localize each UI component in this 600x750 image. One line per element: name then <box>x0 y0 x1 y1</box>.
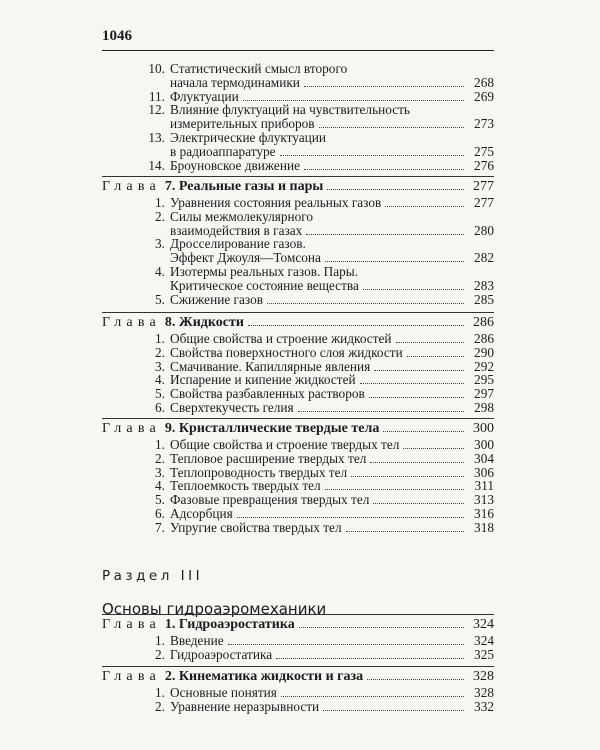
dot-leader <box>280 155 464 156</box>
entry-number: 6. <box>155 505 165 521</box>
entry-page: 283 <box>474 277 494 293</box>
chapter-7 <box>102 176 494 195</box>
toc-block-chapter1 <box>102 634 494 662</box>
chapter-9 <box>102 418 494 437</box>
chapter-word: Глава <box>102 421 161 436</box>
entry-page: 297 <box>474 386 494 402</box>
entry-page: 318 <box>474 519 494 535</box>
dot-leader <box>374 370 464 371</box>
entry-page: 282 <box>474 250 494 266</box>
toc-entry <box>102 401 494 415</box>
dot-leader <box>298 411 464 412</box>
entry-title: Силы межмолекулярного <box>170 208 314 224</box>
entry-title: взаимодействия в газах <box>170 222 303 238</box>
entry-number: 3. <box>155 358 165 374</box>
chapter-title: 8. Жидкости <box>164 315 244 330</box>
entry-number: 5. <box>155 386 165 402</box>
entry-number: 1. <box>155 195 165 210</box>
chapter-word: Глава <box>102 315 161 330</box>
entry-page: 325 <box>474 646 494 662</box>
entry-title: измерительных приборов <box>170 116 315 132</box>
toc-entry <box>102 265 494 293</box>
entry-page: 328 <box>474 685 494 700</box>
entry-page: 304 <box>474 450 494 466</box>
chapter-2 <box>102 666 494 685</box>
entry-title: Теплоемкость твердых тел <box>170 478 321 494</box>
dot-leader <box>327 189 464 190</box>
chapter-title: 9. Кристаллические твердые тела <box>164 421 380 436</box>
entry-number: 11. <box>148 88 165 104</box>
entry-title: Электрические флуктуации <box>170 129 326 145</box>
dot-leader <box>396 342 464 343</box>
chapter-page: 277 <box>473 179 494 194</box>
toc-entry <box>102 466 494 480</box>
dot-leader <box>304 169 464 170</box>
entry-title: Флуктуации <box>170 88 239 104</box>
entry-title: Гидроаэростатика <box>170 646 273 662</box>
entry-number: 2. <box>155 646 165 662</box>
toc-entry <box>102 131 494 159</box>
dot-leader <box>373 503 464 504</box>
entry-page: 285 <box>474 291 494 307</box>
page-number: 1046 <box>102 28 132 44</box>
dot-leader <box>385 206 464 207</box>
section-title: Основы гидроаэромеханики <box>102 600 327 618</box>
entry-title: Дросселирование газов. <box>170 236 306 252</box>
entry-title: Статистический смысл второго <box>170 61 348 76</box>
toc-entry <box>102 452 494 466</box>
dot-leader <box>267 303 464 304</box>
entry-number: 2. <box>155 208 165 224</box>
entry-number: 4. <box>155 372 165 388</box>
chapter-word: Глава <box>102 617 161 632</box>
dot-leader <box>351 476 464 477</box>
entry-page: 300 <box>474 437 494 452</box>
entry-number: 2. <box>155 698 165 714</box>
dot-leader <box>407 356 464 357</box>
toc-entry <box>102 346 494 360</box>
dot-leader <box>306 234 464 235</box>
toc-entry <box>102 360 494 374</box>
toc-entry <box>102 293 494 307</box>
toc-block-chapter2 <box>102 686 494 714</box>
chapter-1 <box>102 614 494 633</box>
entry-number: 3. <box>155 236 165 252</box>
entry-page: 268 <box>474 74 494 90</box>
toc-entry <box>102 493 494 507</box>
toc-entry <box>102 103 494 131</box>
toc-entry <box>102 62 494 90</box>
chapter-title: 2. Кинематика жидкости и газа <box>164 669 364 684</box>
toc-entry <box>102 210 494 238</box>
entry-page: 295 <box>474 372 494 388</box>
chapter-rule <box>102 666 494 667</box>
toc-entry <box>102 634 494 648</box>
chapter-8 <box>102 312 494 331</box>
dot-leader <box>299 627 464 628</box>
dot-leader <box>383 431 464 432</box>
entry-title: Теплопроводность твердых тел <box>170 464 348 480</box>
entry-number: 1. <box>155 633 165 648</box>
entry-title: Эффект Джоуля—Томсона <box>170 250 321 266</box>
entry-page: 298 <box>474 399 494 415</box>
entry-title: Общие свойства и строение жидкостей <box>170 331 392 346</box>
dot-leader <box>360 383 464 384</box>
toc-entry <box>102 686 494 700</box>
dot-leader <box>248 325 464 326</box>
entry-number: 3. <box>155 464 165 480</box>
entry-page: 286 <box>474 331 494 346</box>
entry-title: Критическое состояние вещества <box>170 277 359 293</box>
chapter-rule <box>102 312 494 313</box>
dot-leader <box>228 644 464 645</box>
toc-entry <box>102 90 494 104</box>
toc-entry <box>102 159 494 173</box>
dot-leader <box>346 531 464 532</box>
chapter-page: 324 <box>473 617 494 632</box>
entry-page: 306 <box>474 464 494 480</box>
dot-leader <box>304 86 464 87</box>
dot-leader <box>370 462 464 463</box>
entry-page: 273 <box>474 116 494 132</box>
toc-block-chapter9 <box>102 438 494 535</box>
entry-page: 313 <box>474 492 494 508</box>
entry-title: Свойства разбавленных растворов <box>170 386 365 402</box>
chapter-rule <box>102 418 494 419</box>
entry-page: 277 <box>474 195 494 210</box>
entry-number: 4. <box>155 263 165 279</box>
entry-title: Смачивание. Капиллярные явления <box>170 358 371 374</box>
toc-entry <box>102 700 494 714</box>
entry-title: Сжижение газов <box>170 291 264 307</box>
entry-page: 290 <box>474 344 494 360</box>
entry-page: 292 <box>474 358 494 374</box>
toc-entry <box>102 237 494 265</box>
entry-number: 1. <box>155 331 165 346</box>
entry-page: 324 <box>474 633 494 648</box>
entry-title: Свойства поверхностного слоя жидкости <box>170 344 403 360</box>
entry-number: 1. <box>155 437 165 452</box>
entry-number: 14. <box>148 157 165 173</box>
entry-title: Тепловое расширение твердых тел <box>170 450 367 466</box>
entry-page: 316 <box>474 505 494 521</box>
chapter-title: 1. Гидроаэростатика <box>164 617 295 632</box>
entry-page: 269 <box>474 88 494 104</box>
entry-title: Введение <box>170 633 224 648</box>
entry-title: в радиоаппаратуре <box>170 143 276 159</box>
entry-page: 332 <box>474 698 494 714</box>
entry-title: Упругие свойства твердых тел <box>170 519 342 535</box>
chapter-title: 7. Реальные газы и пары <box>164 179 324 194</box>
toc-entry <box>102 438 494 452</box>
entry-number: 5. <box>155 492 165 508</box>
header-rule <box>102 50 494 51</box>
entry-title: Сверхтекучесть гелия <box>170 399 294 415</box>
entry-number: 13. <box>148 129 165 145</box>
toc-entry <box>102 521 494 535</box>
toc-entry <box>102 196 494 210</box>
entry-number: 7. <box>155 519 165 535</box>
toc-block-chapter8 <box>102 332 494 415</box>
toc-entry <box>102 507 494 521</box>
toc-entry <box>102 332 494 346</box>
dot-leader <box>325 261 464 262</box>
dot-leader <box>367 679 464 680</box>
dot-leader <box>369 397 464 398</box>
entry-title: Фазовые превращения твердых тел <box>170 492 370 508</box>
entry-title: Адсорбция <box>170 505 233 521</box>
chapter-word: Глава <box>102 669 161 684</box>
dot-leader <box>281 696 464 697</box>
entry-page: 280 <box>474 222 494 238</box>
dot-leader <box>243 100 464 101</box>
toc-entry <box>102 373 494 387</box>
dot-leader <box>403 448 464 449</box>
entry-title: Уравнения состояния реальных газов <box>170 195 382 210</box>
entry-title: Основные понятия <box>170 685 277 700</box>
chapter-page: 328 <box>473 669 494 684</box>
entry-title: Влияние флуктуаций на чувствительность <box>170 102 410 118</box>
entry-number: 6. <box>155 399 165 415</box>
entry-number: 10. <box>148 61 165 76</box>
entry-title: Броуновское движение <box>170 157 300 173</box>
dot-leader <box>363 289 464 290</box>
toc-entry <box>102 479 494 493</box>
entry-page: 276 <box>474 157 494 173</box>
chapter-page: 286 <box>473 315 494 330</box>
toc-entry <box>102 648 494 662</box>
entry-number: 1. <box>155 685 165 700</box>
section-label: Раздел III <box>102 568 204 584</box>
entry-number: 2. <box>155 344 165 360</box>
entry-title: Испарение и кипение жидкостей <box>170 372 356 388</box>
chapter-page: 300 <box>473 421 494 436</box>
toc-entry <box>102 387 494 401</box>
dot-leader <box>276 658 464 659</box>
entry-number: 12. <box>148 102 165 118</box>
entry-title: Уравнение неразрывности <box>170 698 320 714</box>
dot-leader <box>323 710 464 711</box>
dot-leader <box>325 489 464 490</box>
toc-block-chapter6-tail <box>102 62 494 172</box>
entry-title: Общие свойства и строение твердых тел <box>170 437 400 452</box>
toc-block-chapter7 <box>102 196 494 306</box>
chapter-rule <box>102 176 494 177</box>
entry-title: начала термодинамики <box>170 74 300 90</box>
chapter-rule <box>102 614 494 615</box>
entry-page: 311 <box>474 478 494 494</box>
entry-page: 275 <box>474 143 494 159</box>
entry-number: 4. <box>155 478 165 494</box>
entry-number: 2. <box>155 450 165 466</box>
entry-number: 5. <box>155 291 165 307</box>
dot-leader <box>319 127 464 128</box>
chapter-word: Глава <box>102 179 161 194</box>
dot-leader <box>237 517 464 518</box>
entry-title: Изотермы реальных газов. Пары. <box>170 263 359 279</box>
